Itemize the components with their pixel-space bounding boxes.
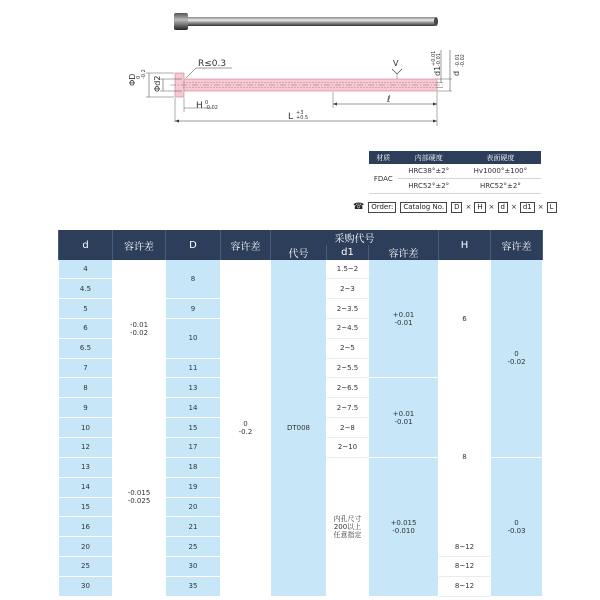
mat-header-inner-hardness: 内部硬度 [398,151,460,164]
mat-header-surface-hardness: 表面硬度 [460,151,541,164]
order-label: Order: [368,202,396,213]
D-cell: 17 [166,438,221,458]
mat-material: FDAC [369,164,398,194]
D-cell: 21 [166,517,221,537]
L-label: L [288,112,294,122]
mat-surface-hardness: Hv1000°±100° [460,164,541,179]
D-cell: 20 [166,497,221,517]
D-cell: 13 [166,378,221,398]
d1-cell: 1.5~2 [327,260,369,279]
d1-cell: 2~3 [327,279,369,299]
d-cell: 5 [59,299,113,319]
D-cell: 10 [166,318,221,358]
h-label: H [196,101,203,111]
d1-cell: 2~7.5 [327,398,369,418]
h-tolerance: 0 -0.02 [205,100,218,111]
d-cell: 16 [59,517,113,537]
order-box-catalog: Catalog No. [400,202,447,213]
L-tolerance: +3 +0.5 [296,110,309,121]
D-cell: 15 [166,418,221,438]
D-cell: 14 [166,398,221,418]
d1-cell: 2~8 [327,418,369,438]
order-line: ☎ Order: Catalog No. D × H × d × d1 × L [353,201,559,213]
tol-H-cell: 0 -0.02 [491,260,543,457]
mat-surface-hardness: HRC52°±2° [460,179,541,194]
spec-table [58,230,543,597]
header-purchase-code: 采购代号 [271,230,439,245]
d-cell: 4.5 [59,279,113,299]
H-cell: 8~12 [439,537,491,557]
H-cell: 8 [439,378,491,537]
d-cell: 12 [59,438,113,458]
H-cell: 6 [439,260,491,378]
l-small-label: ℓ [387,95,391,105]
tol-d1-cell: +0.015 -0.010 [369,457,439,596]
d-cell: 8 [59,378,113,398]
header-D: D [166,230,221,260]
D-cell: 11 [166,358,221,378]
d-cell: 30 [59,576,113,596]
d-cell: 25 [59,557,113,577]
d-cell: 15 [59,497,113,517]
d-tolerance: -0.01 -0.02 [455,54,466,67]
d-cell: 7 [59,358,113,378]
tol-H-cell: 0 -0.03 [491,457,543,596]
mat-inner-hardness: HRC52°±2° [398,179,460,194]
H-cell: 8~12 [439,557,491,577]
d-cell: 20 [59,537,113,557]
tol-d-cell: -0.015 -0.025 [113,398,166,597]
D-cell: 8 [166,260,221,299]
D-cell: 19 [166,477,221,497]
header-tol-d: 容许差 [113,230,166,260]
order-box-d1: d1 [520,202,535,213]
technical-drawing [0,0,600,150]
tol-d1-cell: +0.01 -0.01 [369,378,439,457]
v-label: V [393,59,399,68]
code-cell: DT008 [271,260,327,597]
order-icon: ☎ [353,202,365,212]
d1-cell: 2~4.5 [327,318,369,338]
header-H: H [439,230,491,260]
r-label: R≤0.3 [198,59,227,69]
D-cell: 9 [166,299,221,319]
H-cell: 8~12 [439,576,491,596]
header-tol-H: 容许差 [491,230,543,260]
order-box-L: L [547,202,557,213]
tol-d-cell: -0.01 -0.02 [113,260,166,398]
phi-d2-label: Φd2 [153,75,162,92]
phi-d-tolerance: 0 -0.2 [136,69,147,79]
d-cell: 9 [59,398,113,418]
order-box-H: H [474,202,485,213]
D-cell: 30 [166,557,221,577]
D-cell: 35 [166,576,221,596]
d1-cell: 2~3.5 [327,299,369,319]
d1-cell: 2~6.5 [327,378,369,398]
d-cell: 13 [59,457,113,477]
d-cell: 10 [59,418,113,438]
mat-header-material: 材质 [369,151,398,164]
header-d: d [59,230,113,260]
d-cell: 6 [59,318,113,338]
D-cell: 18 [166,457,221,477]
d-cell: 6.5 [59,338,113,358]
d1-cell: 2~5.5 [327,358,369,378]
d-label: d [452,70,461,76]
header-tol-d1: 容许差 [369,245,439,260]
d-cell: 14 [59,477,113,497]
tol-d1-cell: +0.01 -0.01 [369,260,439,378]
materials-table [369,151,541,194]
d1-tolerance: +0.01 -0.01 [431,50,442,66]
mat-inner-hardness: HRC38°±2° [398,164,460,179]
order-box-d: d [498,202,508,213]
tol-D-cell: 0 -0.2 [221,260,271,597]
d1-label: d1 [433,65,442,76]
pin-photo [174,13,438,30]
header-d1: d1 [327,245,369,260]
header-code: 代号 [271,245,327,260]
d1-note-cell: 内孔尺寸 200以上 任意指定 [327,457,369,596]
d1-cell: 2~5 [327,338,369,358]
order-box-D: D [451,202,462,213]
D-cell: 25 [166,537,221,557]
header-tol-D: 容许差 [221,230,271,260]
d-cell: 4 [59,260,113,279]
phi-d-label: ΦD [128,73,137,86]
d1-cell: 2~10 [327,438,369,458]
